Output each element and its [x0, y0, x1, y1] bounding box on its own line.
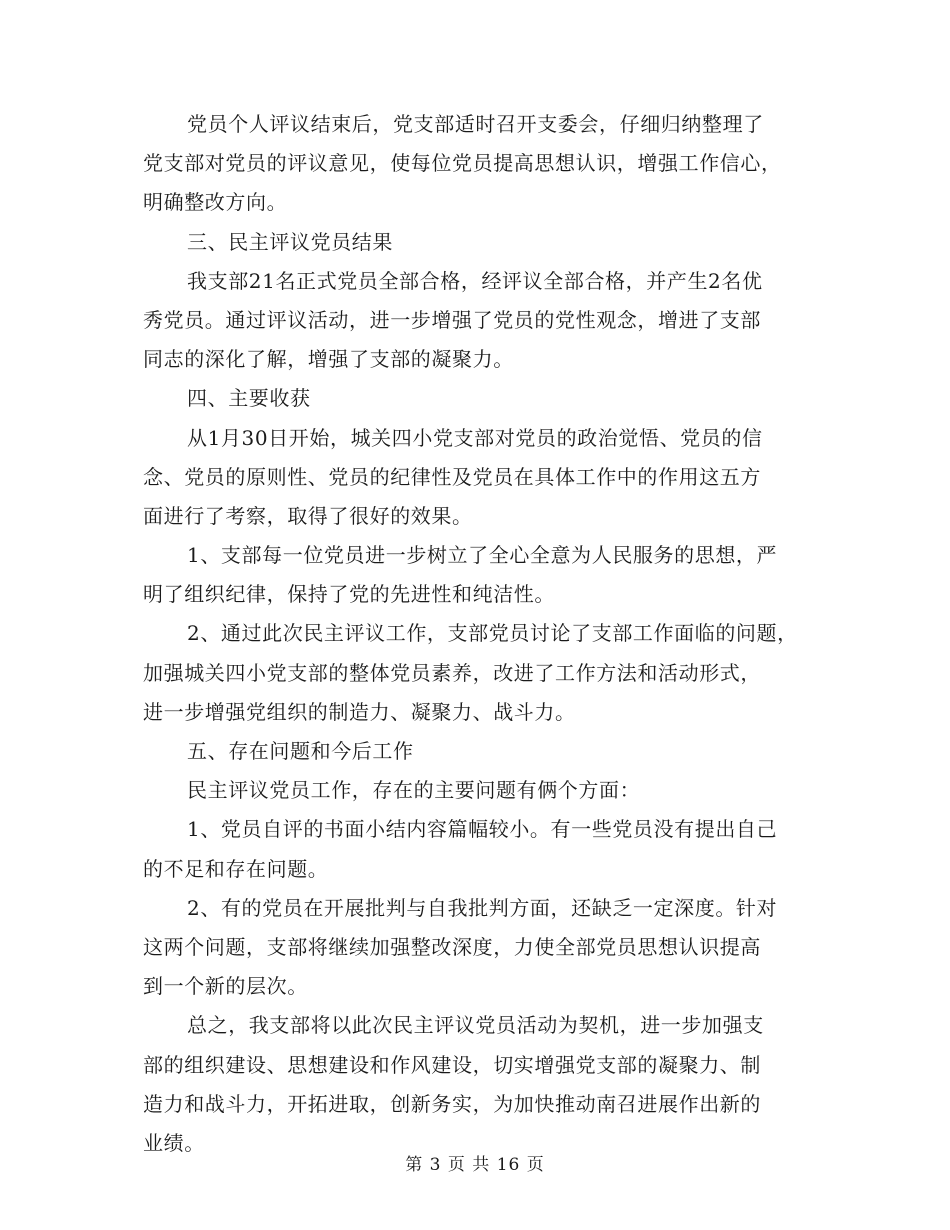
section-heading: 四、主要收获	[187, 386, 311, 411]
paragraph-line: 明了组织纪律，保持了党的先进性和纯洁性。	[143, 582, 555, 607]
paragraph-line: 明确整改方向。	[143, 190, 288, 215]
paragraph-line: 面进行了考察，取得了很好的效果。	[143, 503, 473, 528]
paragraph-line: 部的组织建设、思想建设和作风建设，切实增强党支部的凝聚力、制	[143, 1052, 761, 1077]
section-heading: 五、存在问题和今后工作	[187, 739, 414, 763]
paragraph-line: 1、党员自评的书面小结内容篇幅较小。有一些党员没有提出自己	[187, 817, 778, 842]
paragraph-line: 加强城关四小党支部的整体党员素养，改进了工作方法和活动形式，	[143, 660, 761, 685]
paragraph-line: 2、通过此次民主评议工作，支部党员讨论了支部工作面临的问题，	[187, 621, 798, 646]
paragraph-line: 的不足和存在问题。	[143, 856, 329, 881]
paragraph-line: 2、有的党员在开展批判与自我批判方面，还缺乏一定深度。针对	[187, 895, 778, 920]
paragraph-line: 秀党员。通过评议活动，进一步增强了党员的党性观念，增进了支部	[143, 307, 761, 332]
paragraph-line: 总之，我支部将以此次民主评议党员活动为契机，进一步加强支	[187, 1013, 764, 1038]
paragraph-line: 到一个新的层次。	[143, 974, 308, 999]
paragraph-line: 造力和战斗力，开拓进取，创新务实，为加快推动南召进展作出新的	[143, 1091, 761, 1116]
paragraph-line: 民主评议党员工作，存在的主要问题有俩个方面：	[187, 778, 641, 803]
paragraph-line: 从1月30日开始，城关四小党支部对党员的政治觉悟、党员的信	[187, 425, 763, 450]
paragraph-line: 党支部对党员的评议意见，使每位党员提高思想认识，增强工作信心，	[143, 151, 782, 176]
paragraph-line: 党员个人评议结束后，党支部适时召开支委会，仔细归纳整理了	[187, 112, 764, 136]
paragraph-line: 念、党员的原则性、党员的纪律性及党员在具体工作中的作用这五方	[143, 464, 761, 489]
page-number-footer: 第 3 页 共 16 页	[405, 1155, 545, 1175]
section-heading: 三、民主评议党员结果	[187, 229, 393, 254]
paragraph-line: 1、支部每一位党员进一步树立了全心全意为人民服务的思想，严	[187, 543, 778, 568]
paragraph-line: 业绩。	[143, 1130, 205, 1155]
paragraph-line: 同志的深化了解，增强了支部的凝聚力。	[143, 347, 514, 372]
paragraph-line: 我支部21名正式党员全部合格，经评议全部合格，并产生2名优	[187, 268, 763, 293]
paragraph-line: 这两个问题，支部将继续加强整改深度，力使全部党员思想认识提高	[143, 934, 761, 959]
paragraph-line: 进一步增强党组织的制造力、凝聚力、战斗力。	[143, 699, 576, 724]
document-body	[143, 105, 815, 1163]
